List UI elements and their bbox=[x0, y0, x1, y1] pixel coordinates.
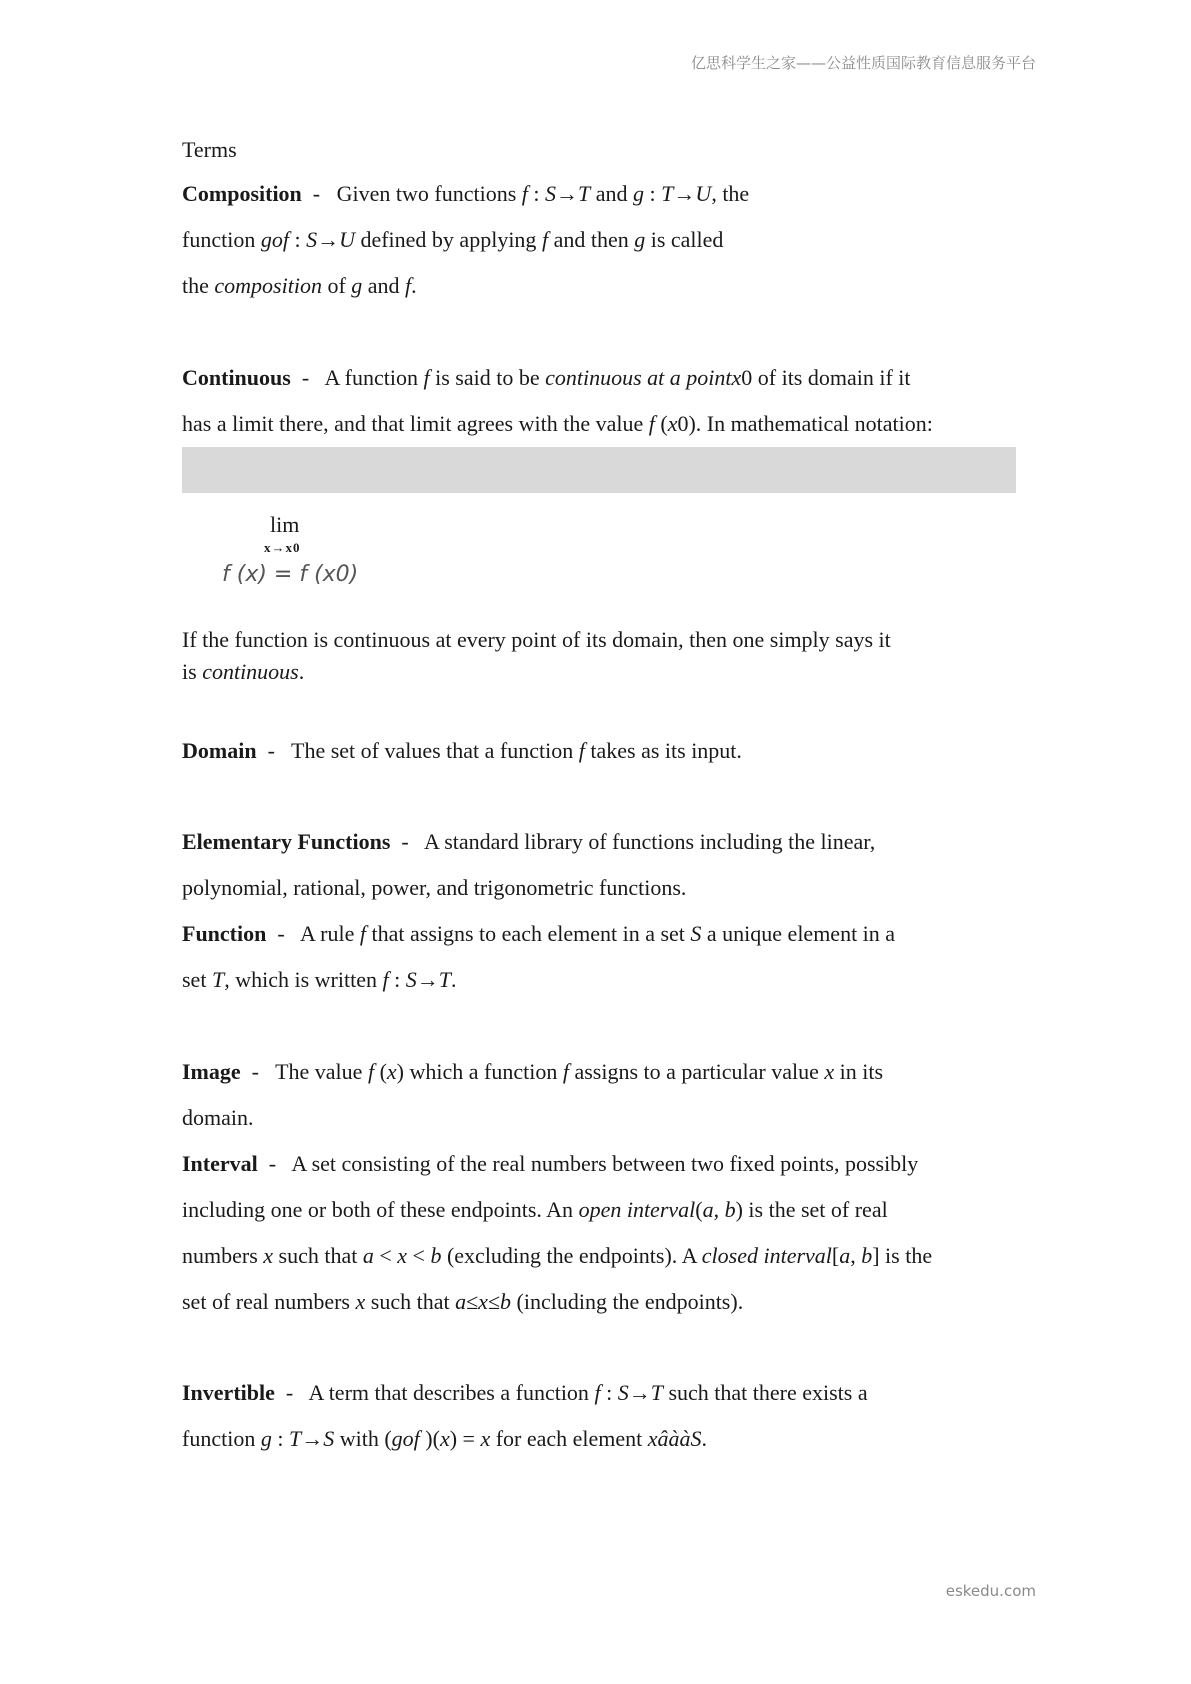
term-image: Image bbox=[182, 1059, 241, 1084]
interval-line-2: including one or both of these endpoints. An open interval(a, b) is the set of real bbox=[182, 1197, 888, 1222]
elementary-line-2: polynomial, rational, power, and trigonometric functions. bbox=[182, 875, 687, 900]
limit-formula-image bbox=[222, 510, 359, 595]
image-line-2: domain. bbox=[182, 1105, 254, 1130]
domain-line-1: Domain - The set of values that a function f takes as its input. bbox=[182, 738, 742, 763]
footer-domain: eskedu.com bbox=[945, 1582, 1036, 1600]
term-interval: Interval bbox=[182, 1151, 258, 1176]
section-title: Terms bbox=[182, 137, 237, 162]
function-line-1: Function - A rule f that assigns to each element in a set S a unique element in a bbox=[182, 921, 896, 946]
formula-lim-subscript: x→x0 bbox=[264, 540, 301, 555]
elementary-line-1: Elementary Functions - A standard library of functions including the linear, bbox=[182, 829, 876, 854]
term-invertible: Invertible bbox=[182, 1380, 275, 1405]
term-function: Function bbox=[182, 921, 267, 946]
function-line-2: set T, which is written f : S→T. bbox=[182, 967, 457, 992]
composition-line-2: function gof : S→U defined by applying f and then g is called bbox=[182, 227, 724, 252]
header-site-name: 亿思科学生之家——公益性质国际教育信息服务平台 bbox=[690, 54, 1036, 72]
continuous-line-1: Continuous - A function f is said to be continuous at a pointx0 of its domain if it bbox=[182, 365, 911, 390]
term-elementary-functions: Elementary Functions bbox=[182, 829, 391, 854]
continuous-after-1: If the function is continuous at every point of its domain, then one simply says it bbox=[182, 627, 891, 652]
interval-line-3: numbers x such that a < x < b (excluding the endpoints). A closed interval[a, b] is the bbox=[182, 1243, 933, 1268]
term-composition: Composition bbox=[182, 181, 302, 206]
invertible-line-2: function g : T→S with (gof )(x) = x for each element xâààS. bbox=[182, 1426, 708, 1451]
composition-line-3: the composition of g and f. bbox=[182, 273, 417, 298]
interval-line-1: Interval - A set consisting of the real numbers between two fixed points, possibly bbox=[182, 1151, 919, 1176]
image-line-1: Image - The value f (x) which a function f assigns to a particular value x in its bbox=[182, 1059, 884, 1084]
formula-expression: f (x) = f (x0) bbox=[222, 562, 359, 587]
interval-line-4: set of real numbers x such that a≤x≤b (including the endpoints). bbox=[182, 1289, 744, 1314]
term-continuous: Continuous bbox=[182, 365, 291, 390]
term-domain: Domain bbox=[182, 738, 257, 763]
continuous-after-2: is continuous. bbox=[182, 659, 305, 684]
formula-lim: lim bbox=[270, 512, 300, 537]
composition-line-1: Composition - Given two functions f : S→T and g : T→U, the bbox=[182, 181, 750, 206]
continuous-line-2: has a limit there, and that limit agrees with the value f (x0). In mathematical notation: bbox=[182, 411, 933, 436]
highlight-bar bbox=[182, 447, 1016, 493]
invertible-line-1: Invertible - A term that describes a function f : S→T such that there exists a bbox=[182, 1380, 868, 1405]
